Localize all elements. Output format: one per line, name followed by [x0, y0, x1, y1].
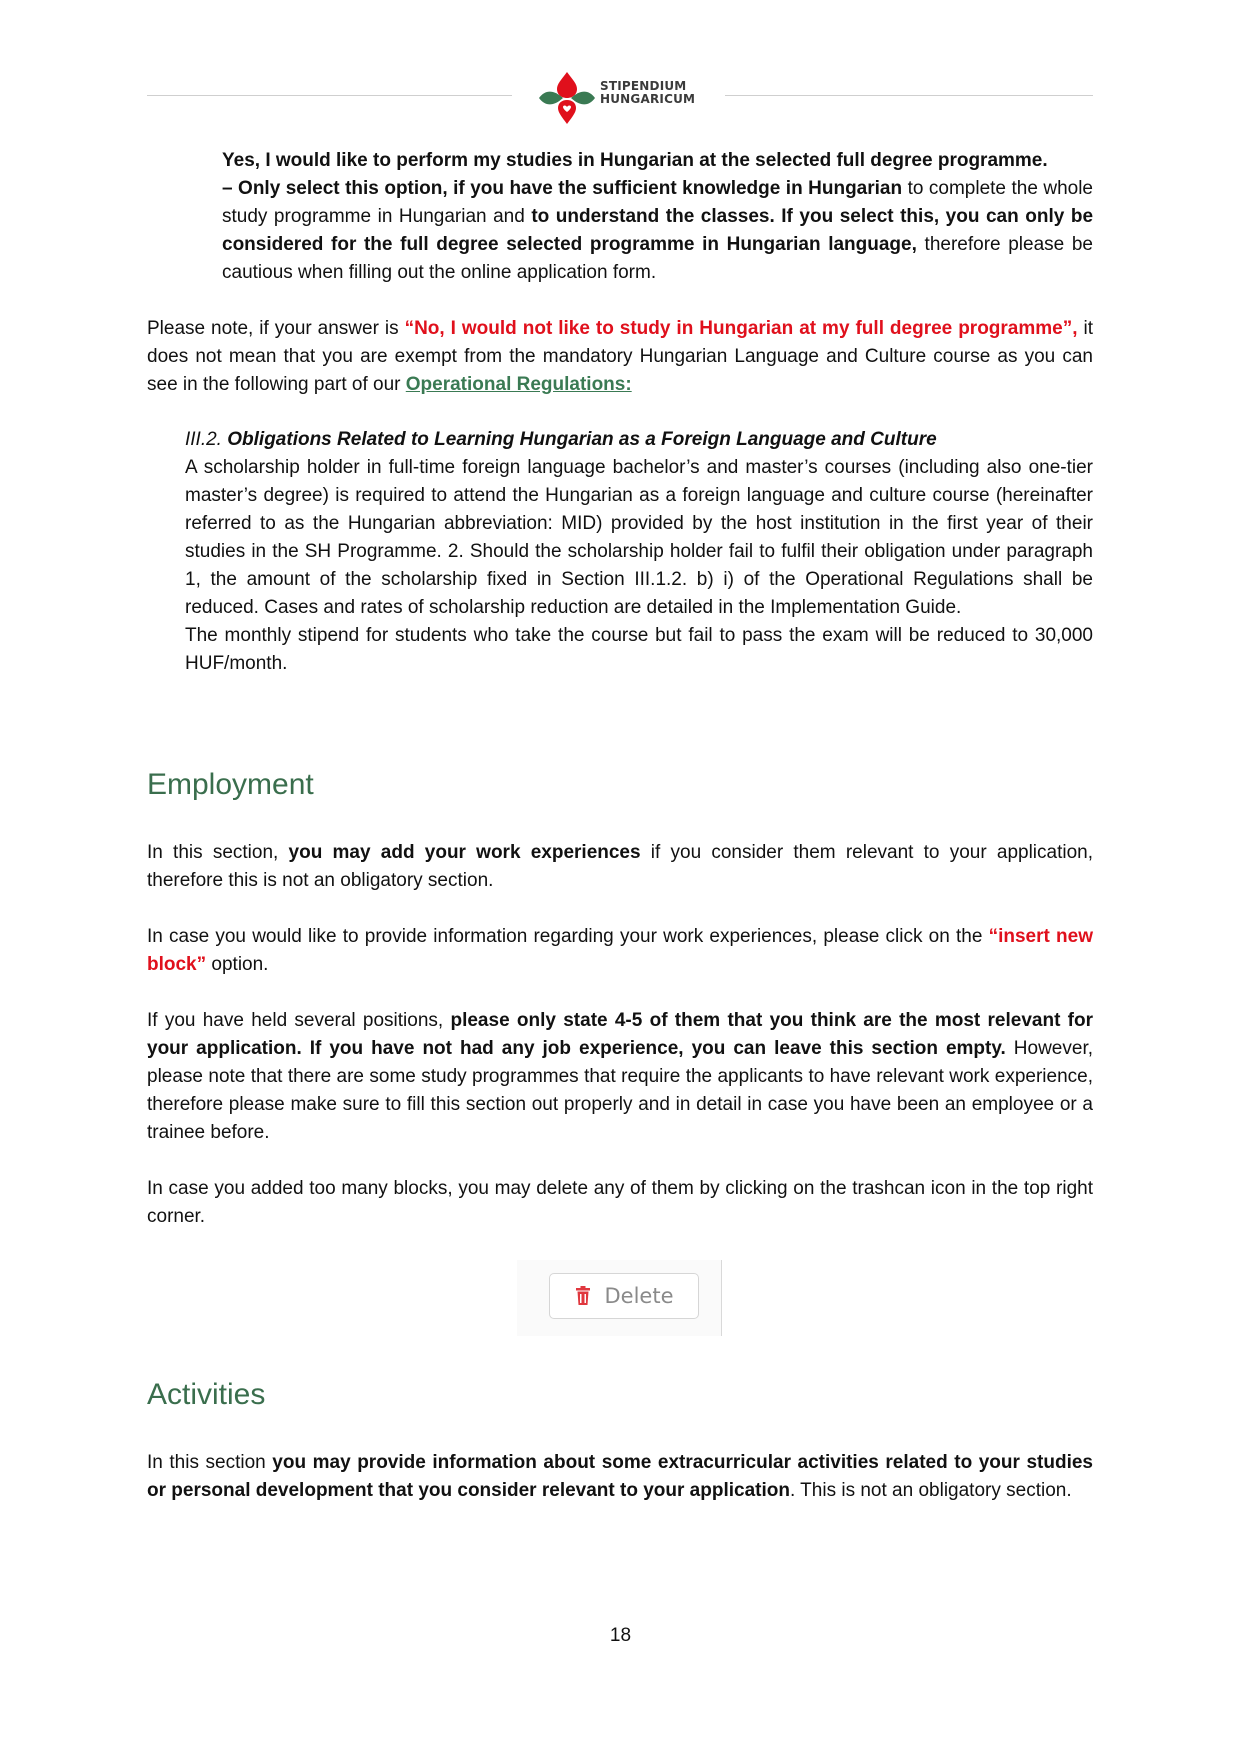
header-rule-right: [725, 95, 1093, 96]
activities-heading: Activities: [147, 1378, 266, 1411]
delete-button-label: Delete: [604, 1284, 674, 1308]
intro-paragraph: Yes, I would like to perform my studies in Hungarian at the selected full degree programme. – Only select this option, if you have the sufficient knowledge in Hungarian to complete the whole study programme in Hungarian and to understand the classes. If you select this, you can only be considered for the full degree selected programme in Hungarian language, therefore please be cautious when filling out the online application form.: [222, 150, 1094, 283]
quote-title: Obligations Related to Learning Hungarian as a Foreign Language and Culture: [227, 429, 937, 450]
employment-paragraph-2: In case you would like to provide information regarding your work experiences, please click on the “insert new block” option.: [147, 926, 1093, 975]
logo-line-2: HUNGARICUM: [600, 92, 696, 106]
activities-paragraph: In this section you may provide information about some extracurricular activities related to your studies or personal development that you consider relevant to your application. This is not an obligatory section.: [147, 1452, 1093, 1501]
header-rule-left: [147, 95, 512, 96]
page-number: 18: [609, 1625, 632, 1646]
logo-wordmark: [600, 80, 695, 106]
employment-paragraph-1: In this section, you may add your work experiences if you consider them relevant to your application, therefore this is not an obligatory section.: [147, 842, 1093, 891]
logo-line-1: STIPENDIUM: [600, 79, 687, 93]
note-paragraph: Please note, if your answer is “No, I would not like to study in Hungarian at my full degree programme”, it does not mean that you are exempt from the mandatory Hungarian Language and Culture course as you can see in the following part of our Operational Regulations:: [147, 318, 1093, 395]
trash-icon: [575, 1286, 591, 1306]
employment-heading: Employment: [147, 768, 314, 801]
operational-regulations-link[interactable]: Operational Regulations:: [405, 374, 632, 395]
regulation-quote: III.2. Obligations Related to Learning Hungarian as a Foreign Language and Culture A scholarship holder in full-time foreign language bachelor’s and master’s courses (including also one-tier master’s degree) is required to attend the Hungarian as a foreign language and culture course (hereinafter referred to as the Hungarian abbreviation: MID) provided by the host institution in the first year of their studies in the SH Programme. 2. Should the scholarship holder fail to fulfil their obligation under paragraph 1, the amount of the scholarship fixed in Section III.1.2. b) i) of the Operational Regulations shall be reduced. Cases and rates of scholarship reduction are detailed in the Implementation Guide. The monthly stipend for students who take the course but fail to pass the exam will be reduced to 30,000 HUF/month.: [185, 429, 1093, 674]
employment-paragraph-3: If you have held several positions, please only state 4-5 of them that you think are the most relevant for your application. If you have not had any job experience, you can leave this section empty. However, please note that there are some study programmes that require the applicants to have relevant work experience, therefore please make sure to fill this section out properly and in detail in case you have been an employee or a trainee before.: [147, 1010, 1094, 1143]
employment-paragraph-4: In case you added too many blocks, you may delete any of them by clicking on the trashcan icon in the top right corner.: [147, 1178, 1093, 1227]
delete-button-screenshot: [517, 1260, 722, 1336]
delete-button[interactable]: [549, 1273, 699, 1319]
